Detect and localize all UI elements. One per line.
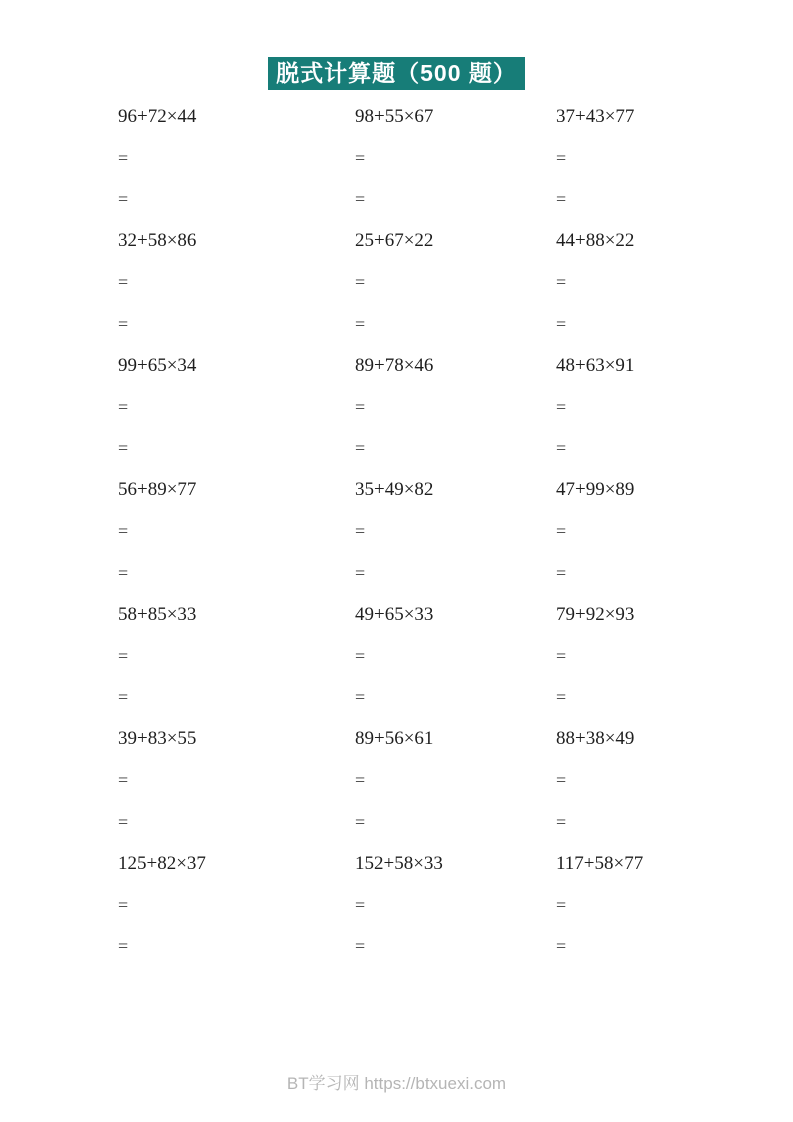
equals-sign: =	[556, 521, 567, 542]
equals-sign: =	[355, 811, 366, 832]
footer-watermark: BT学习网 https://btxuexi.com	[286, 1074, 507, 1093]
problem-expression: 35+49×82	[355, 479, 434, 501]
problem-expression: 96+72×44	[118, 105, 197, 127]
worksheet-line	[0, 262, 793, 304]
problem-expression: 79+92×93	[556, 603, 635, 625]
worksheet-line	[0, 802, 793, 844]
problem-expression: 47+99×89	[556, 479, 635, 501]
worksheet-line	[0, 719, 793, 761]
page-title: 脱式计算题（500 题）	[268, 57, 525, 90]
equals-sign: =	[118, 396, 129, 417]
equals-sign: =	[355, 645, 366, 666]
problem-expression: 89+56×61	[355, 728, 434, 750]
equals-sign: =	[118, 687, 129, 708]
equals-sign: =	[355, 313, 366, 334]
worksheet-line	[0, 511, 793, 553]
equals-sign: =	[355, 936, 366, 957]
problem-expression: 58+85×33	[118, 603, 197, 625]
worksheet-line	[0, 885, 793, 927]
equals-sign: =	[556, 438, 567, 459]
worksheet-line	[0, 843, 793, 885]
worksheet-line	[0, 304, 793, 346]
equals-sign: =	[118, 521, 129, 542]
equals-sign: =	[118, 645, 129, 666]
equals-sign: =	[556, 687, 567, 708]
equals-sign: =	[118, 811, 129, 832]
title-banner	[0, 57, 793, 90]
equals-sign: =	[355, 894, 366, 915]
problems-grid	[0, 96, 793, 968]
worksheet-line	[0, 926, 793, 968]
equals-sign: =	[556, 313, 567, 334]
problem-expression: 99+65×34	[118, 354, 197, 376]
worksheet-line	[0, 760, 793, 802]
problem-expression: 125+82×37	[118, 852, 206, 874]
equals-sign: =	[118, 770, 129, 791]
equals-sign: =	[118, 894, 129, 915]
problem-expression: 39+83×55	[118, 728, 197, 750]
problem-expression: 117+58×77	[556, 852, 644, 874]
equals-sign: =	[118, 189, 129, 210]
problem-expression: 48+63×91	[556, 354, 635, 376]
problem-expression: 88+38×49	[556, 728, 635, 750]
equals-sign: =	[355, 521, 366, 542]
equals-sign: =	[118, 147, 129, 168]
equals-sign: =	[556, 811, 567, 832]
problem-expression: 37+43×77	[556, 105, 635, 127]
problem-expression: 49+65×33	[355, 603, 434, 625]
worksheet-line	[0, 345, 793, 387]
equals-sign: =	[355, 272, 366, 293]
equals-sign: =	[556, 645, 567, 666]
problem-expression: 89+78×46	[355, 354, 434, 376]
equals-sign: =	[118, 562, 129, 583]
worksheet-line	[0, 470, 793, 512]
equals-sign: =	[118, 313, 129, 334]
equals-sign: =	[118, 272, 129, 293]
worksheet-line	[0, 138, 793, 180]
equals-sign: =	[355, 147, 366, 168]
equals-sign: =	[556, 189, 567, 210]
problem-expression: 152+58×33	[355, 852, 443, 874]
equals-sign: =	[556, 272, 567, 293]
worksheet-line	[0, 179, 793, 221]
equals-sign: =	[355, 189, 366, 210]
worksheet-line	[0, 594, 793, 636]
equals-sign: =	[355, 438, 366, 459]
worksheet-line	[0, 553, 793, 595]
problem-expression: 44+88×22	[556, 230, 635, 252]
equals-sign: =	[556, 562, 567, 583]
equals-sign: =	[556, 770, 567, 791]
worksheet-line	[0, 428, 793, 470]
equals-sign: =	[556, 936, 567, 957]
worksheet-line	[0, 387, 793, 429]
equals-sign: =	[556, 396, 567, 417]
problem-expression: 25+67×22	[355, 230, 434, 252]
equals-sign: =	[355, 770, 366, 791]
equals-sign: =	[118, 438, 129, 459]
worksheet-line	[0, 636, 793, 678]
equals-sign: =	[556, 147, 567, 168]
worksheet-line	[0, 677, 793, 719]
equals-sign: =	[556, 894, 567, 915]
worksheet-line	[0, 221, 793, 263]
equals-sign: =	[355, 687, 366, 708]
problem-expression: 98+55×67	[355, 105, 434, 127]
equals-sign: =	[118, 936, 129, 957]
equals-sign: =	[355, 396, 366, 417]
problem-expression: 56+89×77	[118, 479, 197, 501]
problem-expression: 32+58×86	[118, 230, 197, 252]
equals-sign: =	[355, 562, 366, 583]
worksheet-line	[0, 96, 793, 138]
